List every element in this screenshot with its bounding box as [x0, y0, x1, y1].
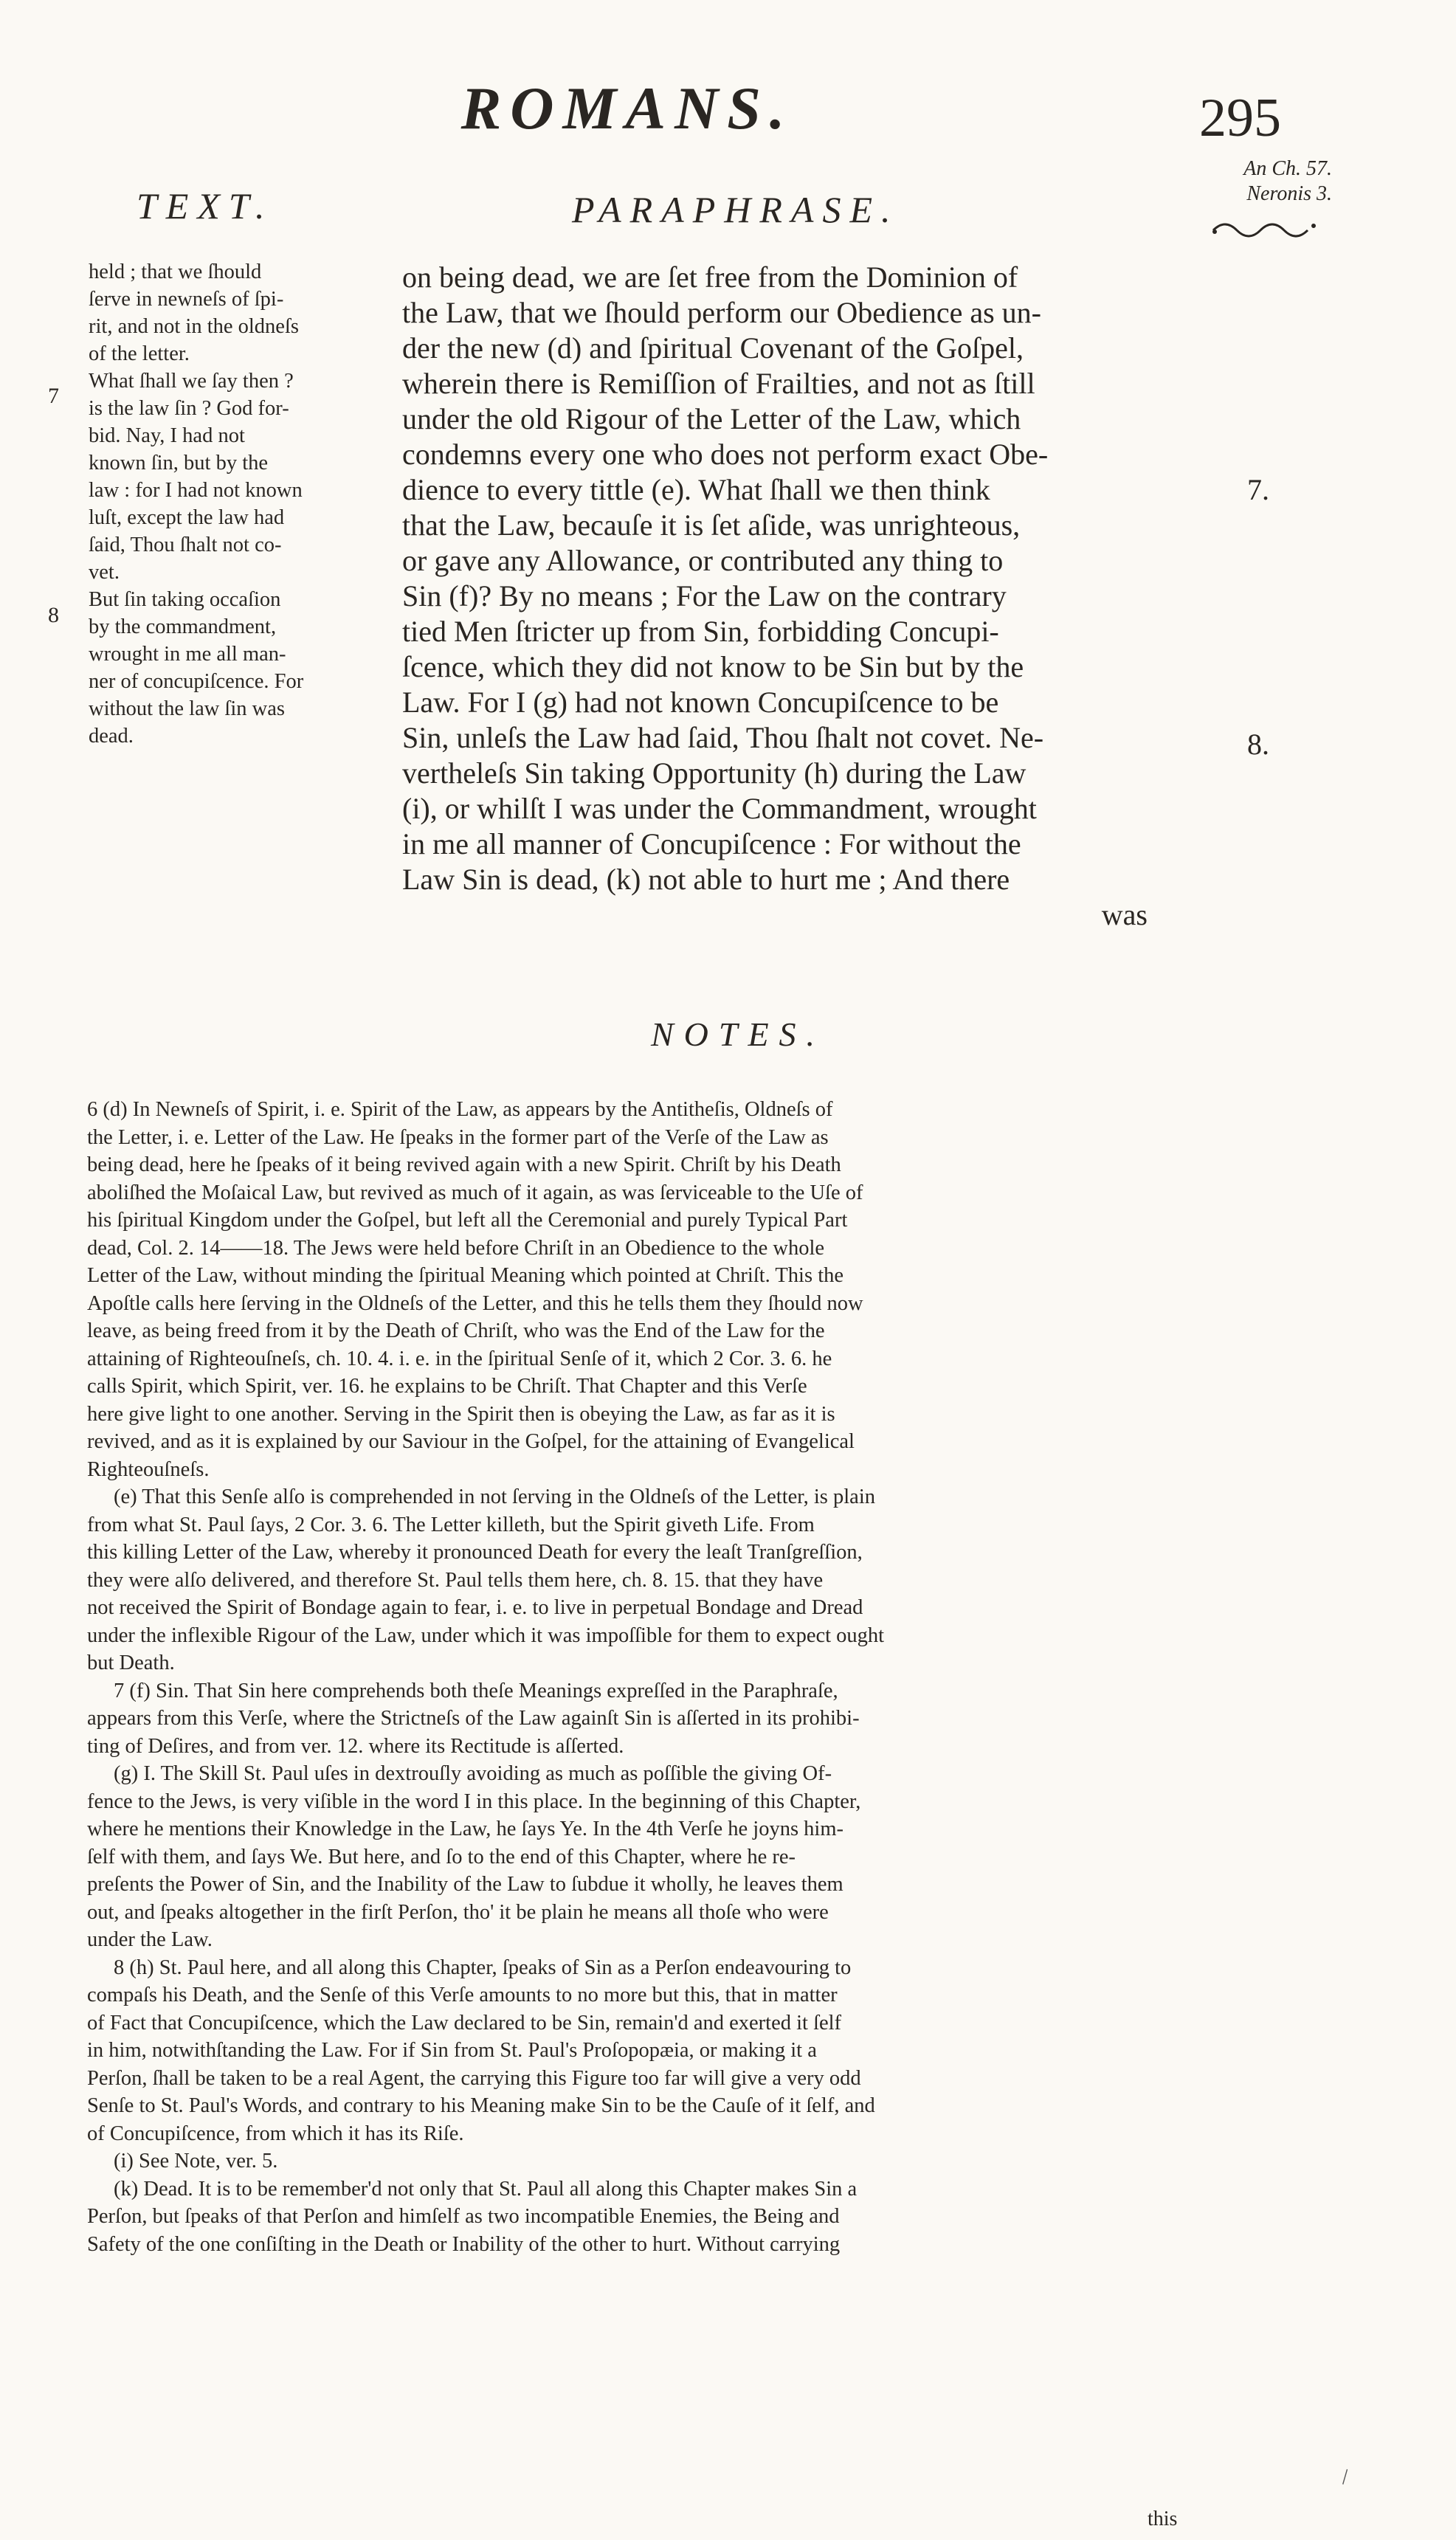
text-line: held ; that we ſhould [89, 260, 262, 283]
text-line: of the letter. [89, 342, 190, 365]
note-line: dead, Col. 2. 14——18. The Jews were held before Chriſt in an Obedience to the whole [87, 1236, 825, 1260]
note-line: Perſon, but ſpeaks of that Perſon and himſelf as two incompatible Enemies, the Being and [87, 2205, 840, 2228]
text-line: vet. [89, 561, 120, 584]
paraphrase-line: the Law, that we ſhould perform our Obedience as un- [402, 296, 1041, 329]
paraphrase-column [402, 260, 1199, 933]
text-line: wrought in me all man- [89, 643, 286, 666]
paraphrase-line: condemns every one who does not perform exact Obe- [402, 438, 1049, 471]
note-line: (i) See Note, ver. 5. [114, 2150, 278, 2173]
note-line: attaining of Righteouſneſs, ch. 10. 4. i. e. in the ſpiritual Senſe of it, which 2 Cor. 3. 6. he [87, 1347, 832, 1370]
paraphrase-line: vertheleſs Sin taking Opportunity (h) during the Law [402, 756, 1027, 790]
note-line: aboliſhed the Moſaical Law, but revived as much of it again, as was ſerviceable to the Uſe of [87, 1181, 863, 1204]
note-line: calls Spirit, which Spirit, ver. 16. he explains to be Chriſt. That Chapter and this Verſe [87, 1375, 807, 1398]
note-line: Apoſtle calls here ſerving in the Oldneſs of the Letter, and this he tells them they ſhould now [87, 1291, 863, 1315]
running-title: ROMANS. [460, 75, 794, 142]
note-line: this killing Letter of the Law, whereby it pronounced Death for every the leaſt Tranſgreſſion, [87, 1541, 863, 1564]
note-line: (k) Dead. It is to be remember'd not only that St. Paul all along this Chapter makes Sin a [114, 2177, 858, 2201]
paraphrase-catchword: was [1101, 898, 1148, 931]
note-line: 6 (d) In Newneſs of Spirit, i. e. Spirit of the Law, as appears by the Antitheſis, Oldneſs of [87, 1098, 833, 1121]
note-line: preſents the Power of Sin, and the Inability of the Law to ſubdue it wholly, he leaves them [87, 1873, 843, 1896]
paraphrase-line: ſcence, which they did not know to be Sin but by the [402, 650, 1024, 683]
note-line: Letter of the Law, without minding the ſpiritual Meaning which pointed at Chriſt. This the [87, 1264, 844, 1287]
text-line: is the law ſin ? God for- [89, 397, 289, 420]
note-line: from what St. Paul ſays, 2 Cor. 3. 6. The Letter killeth, but the Spirit giveth Life. From [87, 1513, 815, 1536]
note-line: they were alſo delivered, and therefore St. Paul tells them here, ch. 8. 15. that they have [87, 1568, 824, 1592]
note-line: (e) That this Senſe alſo is comprehended in not ſerving in the Oldneſs of the Letter, is plain [114, 1485, 875, 1508]
text-line: What ſhall we ſay then ? [89, 370, 294, 393]
verse-number: 7 [48, 384, 59, 408]
note-line: 8 (h) St. Paul here, and all along this Chapter, ſpeaks of Sin as a Perſon endeavouring to [114, 1956, 852, 1979]
note-line: under the Law. [87, 1928, 213, 1951]
note-line: under the inflexible Rigour of the Law, under which it was impoſſible for them to expect ought [87, 1623, 885, 1647]
paraphrase-line: Sin (f)? By no means ; For the Law on the contrary [402, 579, 1007, 612]
paraphrase-line: der the new (d) and ſpiritual Covenant of the Goſpel, [402, 331, 1024, 365]
text-heading: TEXT. [137, 185, 274, 227]
notes-catchword: this [1148, 2508, 1178, 2530]
note-line: Perſon, ſhall be taken to be a real Agent, the carrying this Figure too far will give a very odd [87, 2066, 861, 2090]
note-line: not received the Spirit of Bondage again to fear, i. e. to live in perpetual Bondage and Dread [87, 1596, 863, 1619]
note-line: Senſe to St. Paul's Words, and contrary to his Meaning make Sin to be the Cauſe of it ſelf, and [87, 2094, 875, 2117]
margin-date-line: An Ch. 57. [1243, 157, 1332, 180]
paraphrase-line: dience to every tittle (e). What ſhall we then think [402, 473, 990, 506]
margin-date [1192, 156, 1332, 207]
note-line: his ſpiritual Kingdom under the Goſpel, but left all the Ceremonial and purely Typical Part [87, 1209, 848, 1232]
paraphrase-heading: PARAPHRASE. [572, 189, 900, 230]
note-line: but Death. [87, 1652, 175, 1674]
note-line: Safety of the one conſiſting in the Death or Inability of the other to hurt. Without carrying [87, 2232, 841, 2256]
paraphrase-line: under the old Rigour of the Letter of the Law, which [402, 402, 1021, 435]
note-line: of Concupiſcence, from which it has its Riſe. [87, 2122, 464, 2145]
text-line: known ſin, but by the [89, 452, 269, 474]
paraphrase-line: Law Sin is dead, (k) not able to hurt me ; And there [402, 863, 1010, 896]
paraphrase-line: tied Men ſtricter up from Sin, forbidding Concupi- [402, 615, 999, 648]
paraphrase-line: Sin, unleſs the Law had ſaid, Thou ſhalt not covet. Ne- [402, 721, 1044, 754]
text-line: But ſin taking occaſion [89, 588, 281, 611]
note-line: where he mentions their Knowledge in the Law, he ſays Ye. In the 4th Verſe he joyns him- [87, 1818, 843, 1840]
note-line: ſelf with them, and ſays We. But here, and ſo to the end of this Chapter, where he re- [87, 1845, 796, 1868]
paraphrase-line: or gave any Allowance, or contributed any thing to [402, 544, 1004, 577]
note-line: of Fact that Concupiſcence, which the Law declared to be Sin, remain'd and exerted it ſelf [87, 2011, 842, 2035]
text-line: bid. Nay, I had not [89, 424, 245, 447]
note-line: Righteouſneſs. [87, 1457, 210, 1481]
note-line: ting of Deſires, and from ver. 12. where its Rectitude is aſſerted. [87, 1734, 624, 1758]
note-line: compaſs his Death, and the Senſe of this Verſe amounts to no more but this, that in matter [87, 1984, 838, 2006]
note-line: out, and ſpeaks altogether in the firſt Perſon, tho' it be plain he means all thoſe who were [87, 1900, 829, 1924]
text-line: ner of concupiſcence. For [89, 670, 304, 693]
paraphrase-line: wherein there is Remiſſion of Frailties, and not as ſtill [402, 367, 1035, 400]
note-line: being dead, here he ſpeaks of it being revived again with a new Spirit. Chriſt by his Death [87, 1153, 841, 1176]
text-column [48, 258, 387, 750]
paraphrase-line: Law. For I (g) had not known Concupiſcence to be [402, 686, 999, 719]
paraphrase-line: on being dead, we are ſet free from the Dominion of [402, 260, 1018, 294]
margin-date-line: Neronis 3. [1246, 182, 1332, 205]
notes-heading: NOTES. [650, 1015, 826, 1053]
wave-flourish-icon [1210, 215, 1321, 245]
note-line: fence to the Jews, is very viſible in the word I in this place. In the beginning of this Chapter, [87, 1790, 861, 1813]
note-line: in him, notwithſtanding the Law. For if Sin from St. Paul's Proſopopæia, or making it a [87, 2039, 817, 2062]
page-number: 295 [1199, 88, 1281, 148]
note-line: 7 (f) Sin. That Sin here comprehends both theſe Meanings expreſſed in the Paraphraſe, [114, 1679, 838, 1702]
text-line: ſerve in newneſs of ſpi- [89, 288, 284, 311]
notes-column [87, 1096, 1342, 2258]
paraphrase-line: that the Law, becauſe it is ſet aſide, was unrighteous, [402, 508, 1021, 542]
note-line: appears from this Verſe, where the Strictneſs of the Law againſt Sin is aſſerted in its prohibi- [87, 1707, 860, 1730]
page-mark: \ [1335, 2465, 1355, 2489]
note-line: leave, as being freed from it by the Death of Chriſt, who was the End of the Law for the [87, 1319, 825, 1342]
text-line: rit, and not in the oldneſs [89, 315, 299, 338]
paraphrase-line: in me all manner of Concupiſcence : For without the [402, 827, 1021, 860]
text-line: luſt, except the law had [89, 506, 285, 529]
margin-verse-number: 8. [1247, 728, 1269, 761]
verse-number: 8 [48, 603, 59, 627]
text-line: dead. [89, 725, 134, 748]
note-line: (g) I. The Skill St. Paul uſes in dextrouſly avoiding as much as poſſible the giving Of- [114, 1762, 832, 1785]
text-line: by the commandment, [89, 615, 277, 638]
note-line: the Letter, i. e. Letter of the Law. He ſpeaks in the former part of the Verſe of the Law as [87, 1125, 829, 1149]
paraphrase-line: (i), or whilſt I was under the Commandment, wrought [402, 792, 1037, 825]
margin-verse-number: 7. [1247, 473, 1269, 506]
text-line: ſaid, Thou ſhalt not co- [89, 534, 282, 556]
note-line: here give light to one another. Serving in the Spirit then is obeying the Law, as far as it is [87, 1402, 835, 1426]
note-line: revived, and as it is explained by our Saviour in the Goſpel, for the attaining of Evangelical [87, 1430, 855, 1453]
text-line: without the law ſin was [89, 697, 285, 720]
text-line: law : for I had not known [89, 479, 303, 502]
